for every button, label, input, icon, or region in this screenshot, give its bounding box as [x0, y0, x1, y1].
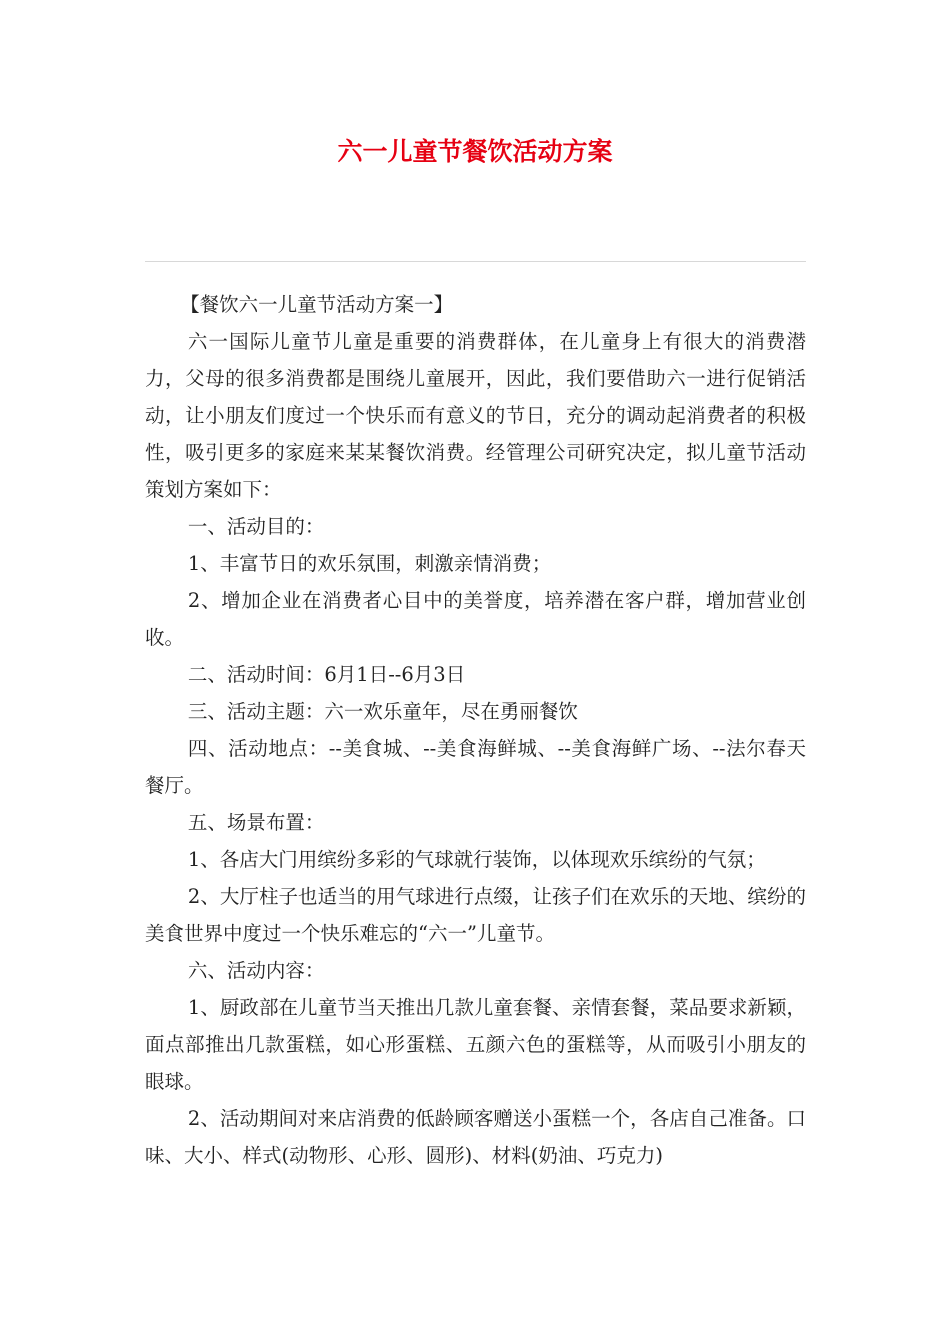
document-title: 六一儿童节餐饮活动方案 [337, 137, 613, 166]
paragraph: 2、活动期间对来店消费的低龄顾客赠送小蛋糕一个，各店自己准备。口味、大小、样式(动物形、心形、圆形)、材料(奶油、巧克力) [145, 1107, 806, 1167]
paragraph: 2、增加企业在消费者心目中的美誉度，培养潜在客户群，增加营业创收。 [145, 589, 806, 649]
paragraph: 二、活动时间：6月1日--6月3日 [187, 663, 466, 686]
paragraph: 六、活动内容： [187, 959, 325, 982]
paragraph: 四、活动地点：--美食城、--美食海鲜城、--美食海鲜广场、--法尔春天餐厅。 [145, 737, 806, 797]
paragraph: 五、场景布置： [187, 811, 325, 834]
title-divider [145, 261, 806, 262]
paragraph: 1、厨政部在儿童节当天推出几款儿童套餐、亲情套餐，菜品要求新颖，面点部推出几款蛋糕，如心形蛋糕、五颜六色的蛋糕等，从而吸引小朋友的眼球。 [145, 996, 806, 1093]
paragraph: 一、活动目的： [187, 515, 325, 538]
paragraph: 2、大厅柱子也适当的用气球进行点缀，让孩子们在欢乐的天地、缤纷的美食世界中度过一个快乐难忘的“六一”儿童节。 [145, 885, 806, 945]
paragraph: 六一国际儿童节儿童是重要的消费群体，在儿童身上有很大的消费潜力，父母的很多消费都是围绕儿童展开，因此，我们要借助六一进行促销活动，让小朋友们度过一个快乐而有意义的节日，充分的调动起消费者的积极性，吸引更多的家庭来某某餐饮消费。经管理公司研究决定，拟儿童节活动策划方案如下： [145, 330, 806, 501]
paragraph: 三、活动主题：六一欢乐童年，尽在勇丽餐饮 [187, 700, 578, 723]
paragraph: 1、丰富节日的欢乐氛围，刺激亲情消费； [187, 552, 552, 575]
section-heading: 【餐饮六一儿童节活动方案一】 [180, 293, 454, 316]
document-body [145, 286, 806, 1174]
paragraph: 1、各店大门用缤纷多彩的气球就行装饰，以体现欢乐缤纷的气氛； [187, 848, 766, 871]
